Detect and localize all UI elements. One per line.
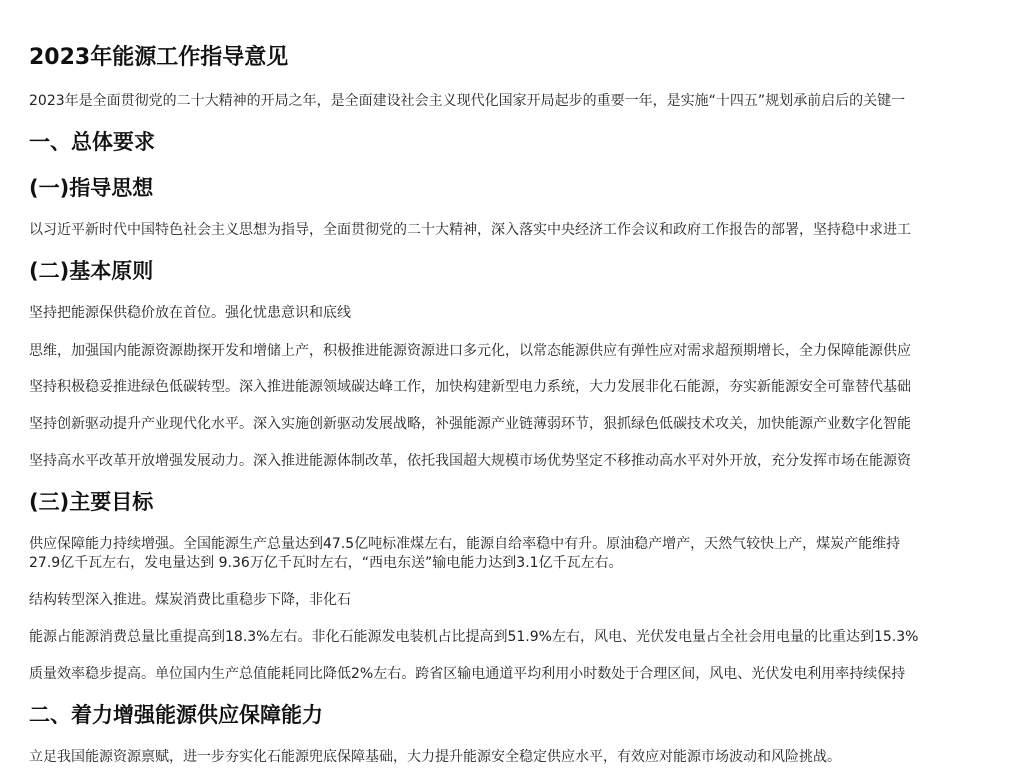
principle-paragraph-3: 坚持积极稳妥推进绿色低碳转型。深入推进能源领域碳达峰工作，加快构建新型电力系统，大力发展非化石能源，夯实新能源安全可靠替代基础 xyxy=(29,379,911,395)
subsection-heading-basic-principles: (二)基本原则 xyxy=(29,259,154,283)
page-title: 2023年能源工作指导意见 xyxy=(29,45,289,70)
section-heading-overall-requirements: 一、总体要求 xyxy=(29,130,155,154)
principle-paragraph-5: 坚持高水平改革开放增强发展动力。深入推进能源体制改革，依托我国超大规模市场优势坚定不移推动高水平对外开放，充分发挥市场在能源资 xyxy=(29,453,911,469)
principle-paragraph-4: 坚持创新驱动提升产业现代化水平。深入实施创新驱动发展战略，补强能源产业链薄弱环节，狠抓绿色低碳技术攻关，加快能源产业数字化智能 xyxy=(29,416,911,432)
principle-paragraph-2: 思维，加强国内能源资源勘探开发和增储上产，积极推进能源资源进口多元化，以常态能源供应有弹性应对需求超预期增长，全力保障能源供应 xyxy=(29,343,911,359)
section-heading-energy-supply: 二、着力增强能源供应保障能力 xyxy=(29,703,323,727)
subsection-heading-guiding-ideology: (一)指导思想 xyxy=(29,176,154,200)
goal-paragraph-1-line-1: 供应保障能力持续增强。全国能源生产总量达到47.5亿吨标准煤左右，能源自给率稳中有升。原油稳产增产，天然气较快上产，煤炭产能维持 xyxy=(29,536,901,552)
principle-paragraph-1: 坚持把能源保供稳价放在首位。强化忧患意识和底线 xyxy=(29,305,351,321)
goal-paragraph-2: 结构转型深入推进。煤炭消费比重稳步下降，非化石 xyxy=(29,592,351,608)
subsection-heading-main-goals: (三)主要目标 xyxy=(29,490,154,514)
goal-paragraph-3: 能源占能源消费总量比重提高到18.3%左右。非化石能源发电装机占比提高到51.9%左右，风电、光伏发电量占全社会用电量的比重达到15.3% xyxy=(29,629,919,645)
document-page xyxy=(29,0,1024,768)
intro-paragraph: 2023年是全面贯彻党的二十大精神的开局之年，是全面建设社会主义现代化国家开局起步的重要一年，是实施“十四五”规划承前启后的关键一 xyxy=(29,93,906,109)
energy-supply-paragraph: 立足我国能源资源禀赋，进一步夯实化石能源兜底保障基础，大力提升能源安全稳定供应水平，有效应对能源市场波动和风险挑战。 xyxy=(29,749,841,765)
goal-paragraph-1-line-2: 27.9亿千瓦左右，发电量达到 9.36万亿千瓦时左右，“西电东送”输电能力达到3.1亿千瓦左右。 xyxy=(29,555,623,571)
guiding-ideology-paragraph: 以习近平新时代中国特色社会主义思想为指导，全面贯彻党的二十大精神，深入落实中央经济工作会议和政府工作报告的部署，坚持稳中求进工 xyxy=(29,222,911,238)
goal-paragraph-4: 质量效率稳步提高。单位国内生产总值能耗同比降低2%左右。跨省区输电通道平均利用小时数处于合理区间，风电、光伏发电利用率持续保持 xyxy=(29,666,906,682)
